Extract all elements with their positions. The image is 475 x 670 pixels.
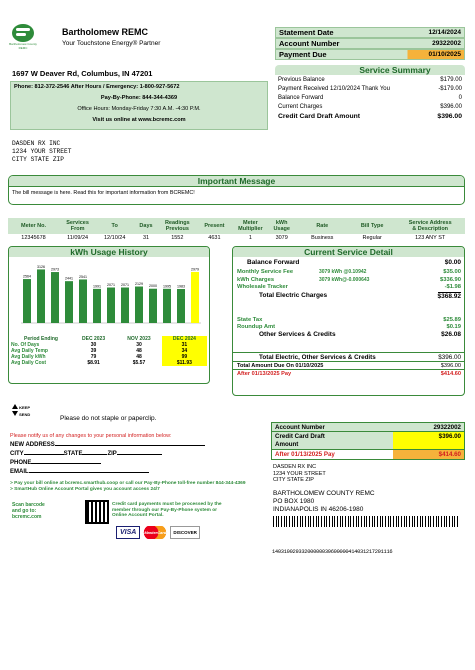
usage-bar xyxy=(79,279,87,323)
summary-label: Credit Card Draft Amount xyxy=(278,113,361,120)
summary-value: $179.00 xyxy=(440,77,462,83)
usage-row-value: 34 xyxy=(162,348,207,354)
amount-due: $396.00 xyxy=(440,362,461,369)
meter-cell: 31 xyxy=(142,235,150,241)
detail-line-mid xyxy=(319,284,445,292)
summary-row xyxy=(278,103,462,112)
usage-bar-label: 1983 xyxy=(177,284,185,289)
meter-header xyxy=(296,218,349,234)
meter-table xyxy=(8,218,465,244)
detail-line-label: Wholesale Tracker xyxy=(237,284,288,290)
balance-forward-label: Balance Forward xyxy=(247,259,300,266)
stub-cust-line2: 1234 YOUR STREET xyxy=(273,470,326,477)
contact-hours: Office Hours: Monday-Friday 7:30 A.M. -4:30 P.M. xyxy=(77,106,201,112)
meter-cell: 4631 xyxy=(208,235,221,241)
detail-line-value: -$1.98 xyxy=(444,284,461,290)
summary-row xyxy=(278,76,462,85)
meter-header-top: Bill Type xyxy=(360,223,384,229)
usage-bar xyxy=(65,281,73,323)
new-address-field[interactable] xyxy=(55,445,205,446)
bullet-online-pay: > Pay your bill online at bcremc.smarthub.coop or call our Pay-By-Phone toll-free number 844-344-4369 xyxy=(10,481,246,486)
usage-bar xyxy=(23,279,31,323)
meter-header-sub: Usage xyxy=(273,226,290,232)
meter-header xyxy=(133,218,159,234)
meter-header-top: Rate xyxy=(316,223,329,229)
meter-header-top: Services xyxy=(66,220,89,226)
summary-row xyxy=(278,112,462,121)
state-tax-label: State Tax xyxy=(237,316,263,323)
bullet-smarthub: > SmartHub Online Account Portal gives you account access 24/7 xyxy=(10,487,160,492)
summary-value: $396.00 xyxy=(440,104,462,110)
summary-row xyxy=(278,85,462,94)
meter-header xyxy=(96,218,133,234)
summary-value: 0 xyxy=(458,95,462,101)
usage-bar xyxy=(149,289,157,323)
roundup: $0.19 xyxy=(446,323,461,330)
staple-note: Please do not staple or paperclip. xyxy=(60,415,157,422)
after-due-label: After 01/13/2025 Pay xyxy=(237,370,292,377)
service-detail xyxy=(232,246,465,396)
phone-field[interactable] xyxy=(31,463,101,464)
detail-line-label: Monthly Service Fee xyxy=(237,269,294,275)
usage-bar xyxy=(135,287,143,323)
usage-col-header: DEC 2024 xyxy=(162,336,207,342)
important-text: The bill message is here. Read this for important information from BCREMC! xyxy=(12,190,195,196)
usage-row-value: $8.91 xyxy=(87,360,100,366)
meter-header-top: Meter No. xyxy=(20,223,47,229)
statement-box xyxy=(275,27,465,61)
summary-label: Previous Balance xyxy=(278,77,325,83)
stub-acct-label: Account Number xyxy=(275,424,325,431)
usage-row-label: No. Of Days xyxy=(11,342,40,348)
usage-bar xyxy=(107,288,115,323)
summary-label: Balance Forward xyxy=(278,95,324,101)
meter-header-top: kWh xyxy=(275,220,288,226)
balance-forward: $0.00 xyxy=(444,259,461,266)
stub-customer xyxy=(273,464,326,484)
usage-bar-label: 2129 xyxy=(135,282,143,287)
meter-header-top: Meter xyxy=(243,220,258,226)
scan-text: Scan barcode and go to: bcremc.com xyxy=(12,502,45,520)
amount-due-label: Total Amount Due On 01/10/2025 xyxy=(237,362,324,369)
usage-bar-label: 2071 xyxy=(107,283,115,288)
statement-date-label: Statement Date xyxy=(279,28,334,37)
keep-send xyxy=(12,404,30,418)
usage-row-label: Avg Daily kWh xyxy=(11,354,46,360)
cc-note: Credit card payments must be processed by the member through our Pay-By-Phone system or Online Account Portal. xyxy=(112,502,222,519)
discover-icon: DISCOVER xyxy=(170,526,200,539)
phone-label: PHONE xyxy=(10,460,32,466)
email-field[interactable] xyxy=(29,472,149,473)
meter-header xyxy=(196,218,233,234)
state-tax: $25.89 xyxy=(443,316,461,323)
meter-header xyxy=(233,218,268,234)
summary-title: Service Summary xyxy=(275,65,465,75)
usage-row-value: 30 xyxy=(136,342,142,348)
other-services: $26.08 xyxy=(441,330,461,338)
visa-icon: VISA xyxy=(116,526,140,539)
remit-line2: PO BOX 1980 xyxy=(273,498,315,505)
usage-bar-label: 3126 xyxy=(37,264,45,269)
usage-bar-label: 2000 xyxy=(149,284,157,289)
meter-header-top: Service Address xyxy=(408,220,452,226)
change-form xyxy=(10,433,265,493)
customer-address xyxy=(12,140,71,164)
logo-text: Bartholomew County REMC xyxy=(9,42,37,50)
usage-bar-label: 1995 xyxy=(163,284,171,289)
stub-acct: 29322002 xyxy=(433,424,461,431)
stub-after-label: After 01/13/2025 Pay xyxy=(275,451,335,458)
usage-bar-label: 2564 xyxy=(23,274,31,279)
company-logo xyxy=(8,24,38,50)
postal-barcode-icon xyxy=(273,516,458,527)
detail-line xyxy=(237,284,461,292)
keep-up-icon xyxy=(12,404,18,409)
company-tagline: Your Touchstone Energy® Partner xyxy=(62,40,161,47)
usage-row-value: 99 xyxy=(162,354,207,360)
meter-cell: Business xyxy=(311,235,334,241)
detail-title: Current Service Detail xyxy=(233,247,464,257)
total-electric: $368.92 xyxy=(437,292,461,300)
mastercard-icon: MasterCard xyxy=(142,526,168,539)
meter-header-top: Days xyxy=(139,223,153,229)
summary-label: Payment Received 12/10/2024 Thank You xyxy=(278,86,390,92)
meter-cell: 1552 xyxy=(171,235,184,241)
company-name: Bartholomew REMC xyxy=(62,27,149,37)
usage-row-value: 30 xyxy=(90,342,97,348)
usage-title: kWh Usage History xyxy=(9,247,209,257)
summary-value: $396.00 xyxy=(437,113,462,120)
usage-row-value: 39 xyxy=(90,348,97,354)
detail-line-mid: 3079 kWh @0.10942 xyxy=(319,269,367,275)
period-ending-label: Period Ending xyxy=(24,336,58,342)
meter-header-sub: Present xyxy=(204,223,225,229)
meter-header xyxy=(59,218,96,234)
keep-label: KEEP xyxy=(19,405,31,410)
usage-row-label: Avg Daily Temp xyxy=(11,348,48,354)
account-number: 29322002 xyxy=(432,40,461,47)
payment-due: 01/10/2025 xyxy=(428,51,461,58)
meter-header xyxy=(349,218,395,234)
total-other-label: Total Electric, Other Services & Credits xyxy=(259,353,376,361)
usage-row-label: Avg Daily Cost xyxy=(11,360,47,366)
city-label: CITY xyxy=(10,451,24,457)
roundup-label: Roundup Amt xyxy=(237,323,276,330)
meter-header xyxy=(8,218,59,234)
payment-due-label: Payment Due xyxy=(279,50,327,59)
customer-line1: DASDEN RX INC xyxy=(12,140,61,147)
meter-cell: 11/09/24 xyxy=(67,235,89,241)
usage-bar xyxy=(51,272,59,323)
account-number-label: Account Number xyxy=(279,39,340,48)
meter-header-sub: Previous xyxy=(165,226,189,232)
total-other: $396.00 xyxy=(438,353,461,361)
remit-line1: BARTHOLOMEW COUNTY REMC xyxy=(273,490,375,497)
card-logos xyxy=(116,526,200,539)
customer-line2: 1234 YOUR STREET xyxy=(12,148,72,155)
usage-row-value: 48 xyxy=(136,348,142,354)
service-summary xyxy=(275,65,465,123)
meter-header xyxy=(395,218,465,234)
usage-bar xyxy=(93,289,101,323)
new-address-label: NEW ADDRESS xyxy=(10,442,55,448)
meter-header xyxy=(159,218,196,234)
logo-icon xyxy=(12,24,34,42)
qr-code-icon xyxy=(85,500,109,524)
send-down-icon xyxy=(12,411,18,416)
usage-bar xyxy=(191,272,199,323)
usage-col-header: DEC 2023 xyxy=(82,336,106,342)
meter-cell: 12345678 xyxy=(21,235,46,241)
stub-cc: $396.00 xyxy=(438,433,461,440)
notify-text: Please notify us of any changes to your personal information below: xyxy=(10,433,172,439)
city-field[interactable] xyxy=(24,454,64,455)
meter-cell: Regular xyxy=(362,235,382,241)
customer-line3: CITY STATE ZIP xyxy=(12,156,64,163)
meter-cell: 123 ANY ST xyxy=(415,235,446,241)
usage-row-value: 31 xyxy=(162,342,207,348)
stub-after: $414.60 xyxy=(438,451,461,458)
meter-header-sub: To xyxy=(111,223,118,229)
usage-bar xyxy=(163,289,171,323)
usage-row-value: $5.57 xyxy=(132,360,146,366)
usage-bar-label: 2441 xyxy=(65,276,73,281)
zip-field[interactable] xyxy=(117,454,162,455)
important-message xyxy=(8,175,465,205)
meter-header-sub: From xyxy=(70,226,85,232)
company-address: 1697 W Deaver Rd, Columbus, IN 47201 xyxy=(12,69,153,78)
usage-col-header: NOV 2023 xyxy=(127,336,151,342)
contact-website: Visit us online at www.bcremc.com xyxy=(92,117,186,123)
usage-row xyxy=(11,360,207,366)
detail-line-value: $35.00 xyxy=(443,269,461,275)
usage-bar-label: 2973 xyxy=(51,267,59,272)
other-services-label: Other Services & Credits xyxy=(259,330,336,338)
summary-row xyxy=(278,94,462,103)
usage-row-value: $11.93 xyxy=(162,360,207,366)
detail-line xyxy=(237,269,461,277)
meter-header-sub: & Description xyxy=(412,226,449,232)
contact-phone: Phone: 812-372-2546 After Hours / Emergency: 1-800-927-5672 xyxy=(14,84,180,90)
meter-header-top: Readings xyxy=(164,220,190,226)
scan-line: 14031002933200000039600000414031217201116 xyxy=(272,549,393,555)
after-due: $414.60 xyxy=(440,370,461,377)
remit-address xyxy=(273,490,375,514)
contact-box xyxy=(10,81,268,130)
summary-label: Current Charges xyxy=(278,104,323,110)
usage-bar-label: 2979 xyxy=(191,267,199,272)
detail-line-label: kWh Charges xyxy=(237,276,275,283)
meter-cell: 3079 xyxy=(275,235,288,241)
usage-bar-label: 2541 xyxy=(79,274,87,279)
usage-bar xyxy=(177,289,185,323)
zip-label: ZIP xyxy=(107,451,117,457)
usage-row-value: 79 xyxy=(90,354,97,360)
usage-chart xyxy=(9,257,209,332)
stub-cust-line1: DASDEN RX INC xyxy=(273,464,317,470)
meter-header xyxy=(268,218,296,234)
statement-date: 12/14/2024 xyxy=(428,29,461,36)
detail-line-value: $336.90 xyxy=(440,276,461,283)
state-field[interactable] xyxy=(82,454,107,455)
usage-row-value: 48 xyxy=(136,354,142,360)
total-electric-label: Total Electric Charges xyxy=(259,291,328,299)
usage-bar xyxy=(37,269,45,323)
usage-bar-label: 2071 xyxy=(121,283,129,288)
meter-cell: 1 xyxy=(248,235,252,241)
remit-box xyxy=(271,422,465,460)
detail-line-mid: 3079 kWh@-0.000643 xyxy=(319,276,370,283)
summary-value: -$179.00 xyxy=(438,86,462,92)
meter-cell: 12/10/24 xyxy=(103,235,126,241)
meter-header-sub: Multiplier xyxy=(238,226,263,232)
usage-bar xyxy=(121,288,129,323)
stub-cc-label: Credit Card Draft Amount xyxy=(275,433,325,448)
send-label: SEND xyxy=(19,412,31,417)
contact-paybyphone: Pay-By-Phone: 844-344-4369 xyxy=(100,95,178,101)
usage-history xyxy=(8,246,210,384)
detail-line xyxy=(237,277,461,285)
stub-cust-line3: CITY STATE ZIP xyxy=(273,477,314,483)
state-label: STATE xyxy=(63,451,83,457)
email-label: EMAIL xyxy=(10,469,29,475)
remit-line3: INDIANAPOLIS IN 46206-1980 xyxy=(273,506,364,513)
important-title: Important Message xyxy=(9,176,464,187)
usage-bar-label: 1991 xyxy=(93,284,101,289)
